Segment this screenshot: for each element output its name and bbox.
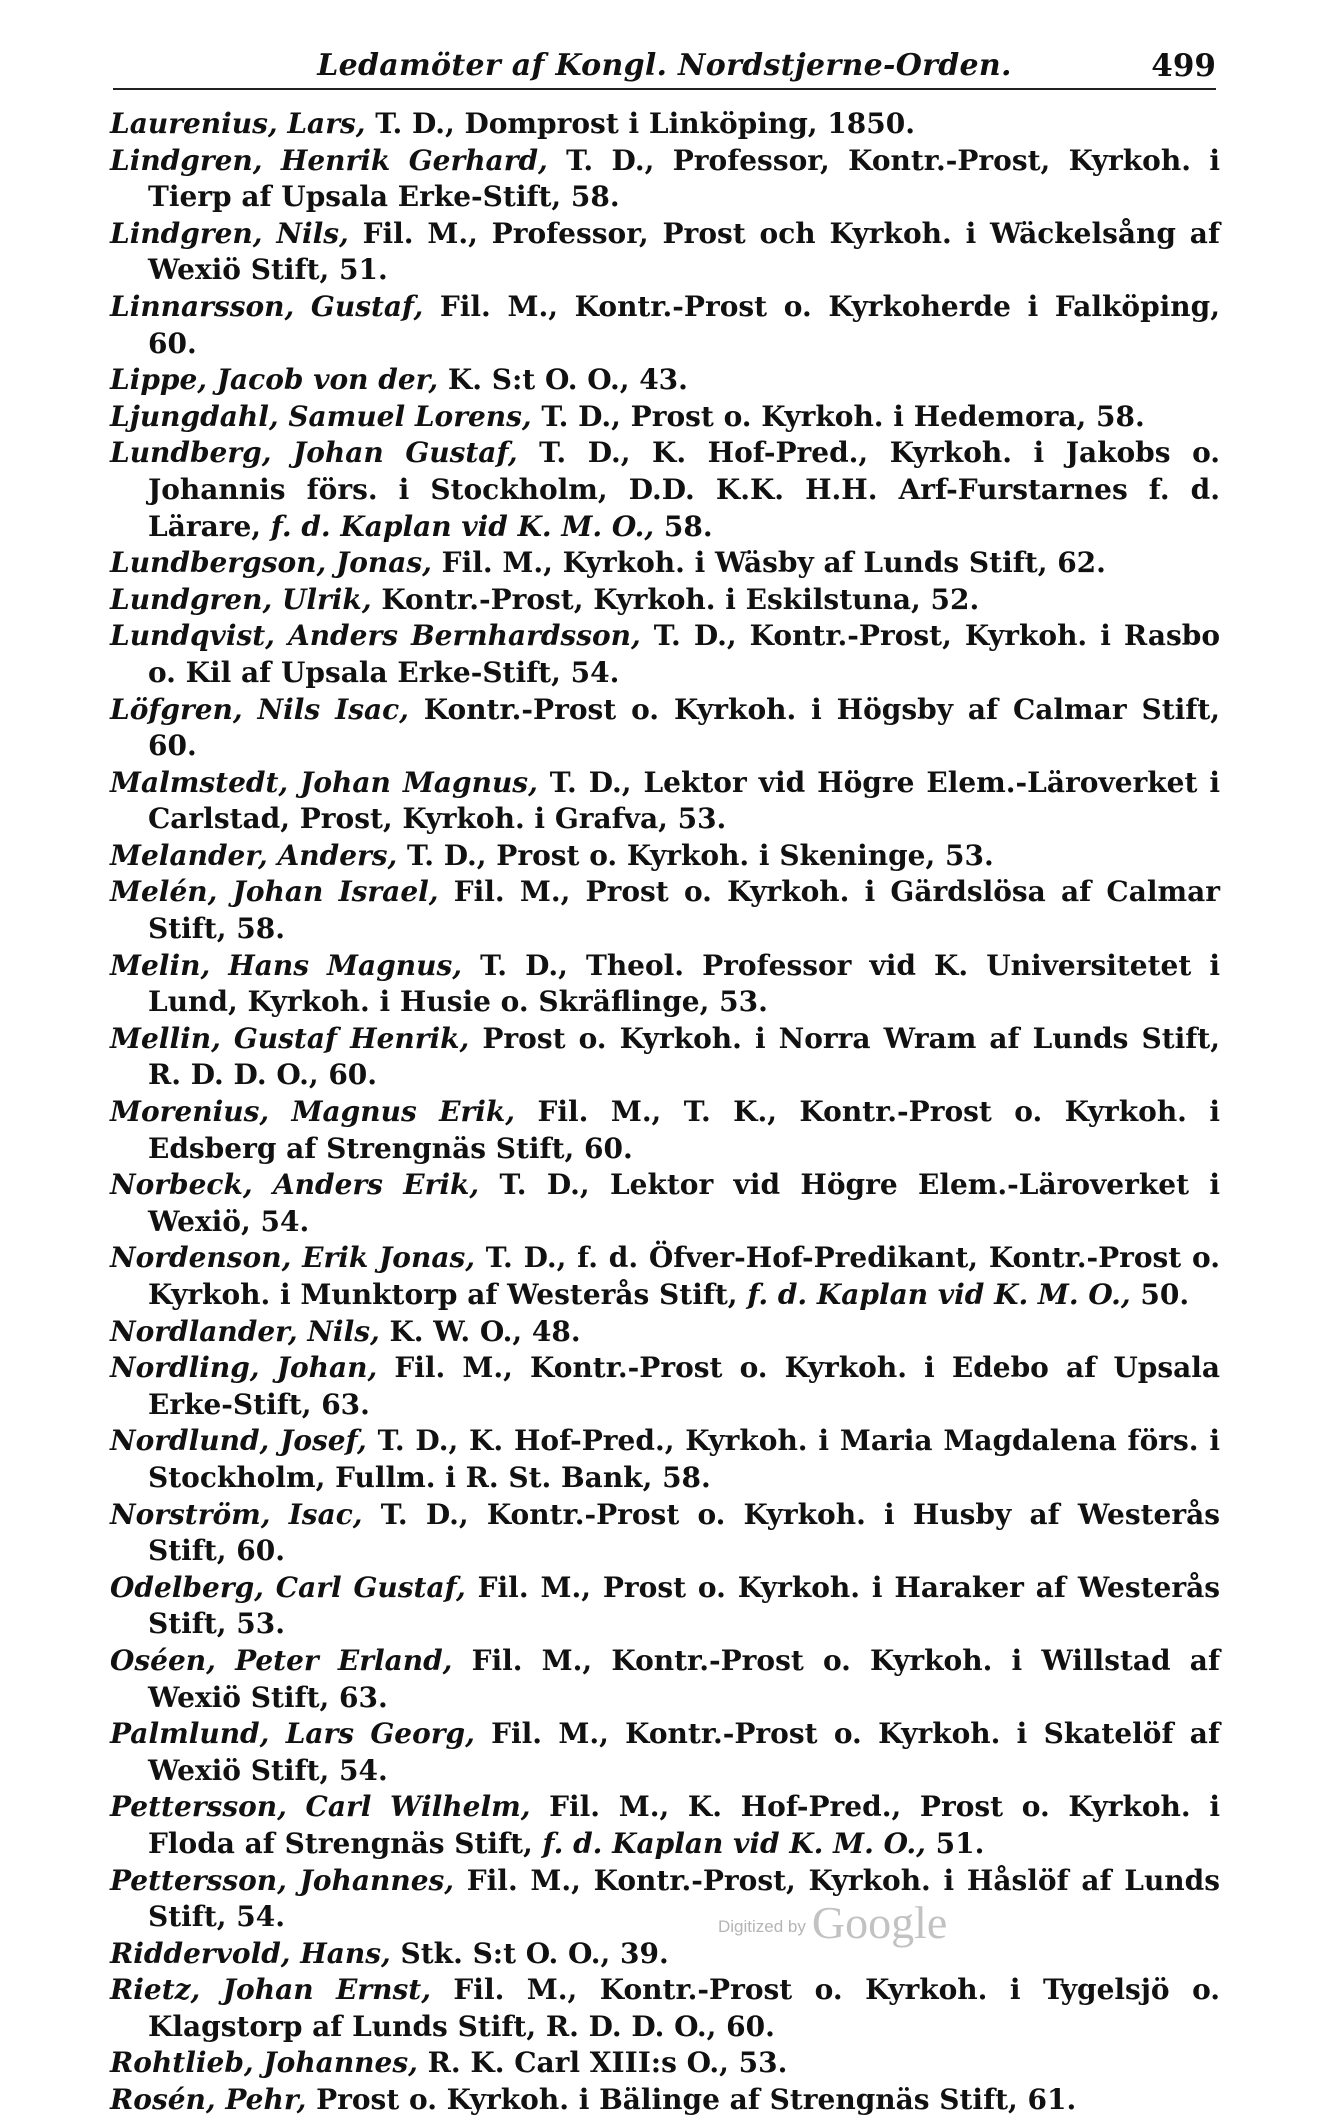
list-item: [110, 874, 1220, 947]
entry-name: Lundgren, Ulrik,: [110, 582, 372, 616]
list-item: [110, 765, 1220, 838]
entry-text: K. S:t O. O., 43.: [438, 363, 688, 397]
list-item: [110, 1936, 1220, 1973]
entries-list: [110, 106, 1220, 2119]
entry-text: Fil. M., Professor, Prost och Kyrkoh. i Wäckelsång af Wexiö Stift, 51.: [148, 216, 1220, 287]
entry-year: 50.: [1130, 1278, 1190, 1311]
entry-text: T. D., Prost o. Kyrkoh. i Hedemora, 58.: [531, 399, 1145, 433]
page-number: 499: [1151, 48, 1216, 84]
list-item: [110, 1716, 1220, 1789]
entry-text: T. D., Kontr.-Prost o. Kyrkoh. i Husby af Westerås Stift, 60.: [148, 1497, 1220, 1568]
list-item: [110, 1350, 1220, 1423]
entry-text: T. D., Lektor vid Högre Elem.-Läroverket i Wexiö, 54.: [148, 1168, 1220, 1238]
entry-text: Fil. M., Prost o. Kyrkoh. i Haraker af Westerås Stift, 53.: [148, 1570, 1220, 1641]
list-item: [110, 362, 1220, 399]
list-item: [110, 1863, 1220, 1936]
entry-text: R. K. Carl XIII:s O., 53.: [417, 2046, 788, 2080]
list-item: [110, 582, 1220, 619]
list-item: [110, 435, 1220, 545]
entry-name: Laurenius, Lars,: [110, 107, 366, 140]
list-item: [110, 1497, 1220, 1570]
list-item: [110, 106, 1220, 143]
list-item: [110, 1094, 1220, 1167]
entry-text: T. D., Professor, Kontr.-Prost, Kyrkoh. i Tierp af Upsala Erke-Stift, 58.: [148, 143, 1220, 214]
list-item: [110, 1240, 1220, 1313]
entry-text: Prost o. Kyrkoh. i Bälinge af Strengnäs Stift, 61.: [306, 2083, 1077, 2117]
digitized-watermark: [718, 1896, 947, 1949]
entry-name: Pettersson, Johannes,: [110, 1863, 455, 1897]
entry-text: Prost o. Kyrkoh. i Norra Wram af Lunds Stift, R. D. D. O., 60.: [148, 1021, 1220, 1092]
entry-name: Rietz, Johan Ernst,: [110, 1973, 431, 2007]
entry-text: Fil. M., K. Hof-Pred., Prost o. Kyrkoh. i Floda af Strengnäs Stift,: [148, 1790, 1220, 1860]
entry-name: Norström, Isac,: [110, 1497, 363, 1531]
entry-year: 58.: [654, 509, 713, 543]
entry-name: Löfgren, Nils Isac,: [110, 692, 409, 726]
entry-name: Rohtlieb, Johannes,: [110, 2046, 418, 2080]
list-item: [110, 2082, 1220, 2119]
list-item: [110, 545, 1220, 582]
entry-name: Nordenson, Erik Jonas,: [110, 1241, 475, 1275]
entry-name: Norbeck, Anders Erik,: [110, 1168, 480, 1202]
entry-text: T. D., f. d. Öfver-Hof-Predikant, Kontr.-Prost o. Kyrkoh. i Munktorp af Westerås Stift,: [148, 1241, 1220, 1311]
google-logo: Google: [811, 1897, 948, 1948]
entry-text: T. D., Lektor vid Högre Elem.-Läroverket i Carlstad, Prost, Kyrkoh. i Grafva, 53.: [148, 765, 1221, 836]
entry-name: Lundberg, Johan Gustaf,: [110, 436, 518, 470]
entry-name: Nordlund, Josef,: [110, 1424, 367, 1458]
list-item: [110, 1167, 1220, 1240]
entry-name: Odelberg, Carl Gustaf,: [110, 1570, 466, 1604]
list-item: [110, 692, 1220, 765]
list-item: [110, 618, 1220, 691]
entry-text: T. D., K. Hof-Pred., Kyrkoh. i Jakobs o. Johannis förs. i Stockholm, D.D. K.K. H.H. Arf-Furstarnes f. d. Lärare,: [148, 436, 1220, 543]
entry-text: T. D., Domprost i Linköping, 1850.: [365, 107, 915, 140]
list-item: [110, 399, 1220, 436]
entry-name: Lippe, Jacob von der,: [110, 363, 439, 397]
entry-name: Pettersson, Carl Wilhelm,: [110, 1790, 531, 1824]
entry-name: Nordling, Johan,: [110, 1351, 378, 1385]
list-item: [110, 216, 1220, 289]
list-item: [110, 1314, 1220, 1351]
entry-text: K. W. O., 48.: [379, 1314, 581, 1348]
entry-text: Kontr.-Prost o. Kyrkoh. i Högsby af Calmar Stift, 60.: [148, 692, 1220, 763]
entry-text: T. D., Kontr.-Prost, Kyrkoh. i Rasbo o. Kil af Upsala Erke-Stift, 54.: [148, 619, 1220, 689]
entry-text: T. D., Prost o. Kyrkoh. i Skeninge, 53.: [397, 838, 994, 872]
entry-text: Fil. M., Kontr.-Prost o. Kyrkoherde i Falköping, 60.: [148, 289, 1220, 360]
list-item: [110, 1423, 1220, 1496]
entry-name: Malmstedt, Johan Magnus,: [110, 765, 538, 799]
entry-text: Fil. M., Kontr.-Prost o. Kyrkoh. i Skatelöf af Wexiö Stift, 54.: [148, 1717, 1220, 1787]
entry-name: Linnarsson, Gustaf,: [110, 289, 424, 323]
entry-text: Stk. S:t O. O., 39.: [390, 1936, 669, 1970]
entry-name: Morenius, Magnus Erik,: [110, 1095, 516, 1129]
entry-name: Lundbergson, Jonas,: [110, 546, 432, 580]
entry-name: Melén, Johan Israel,: [110, 875, 439, 909]
page-header: [113, 38, 1216, 90]
entry-name: Rosén, Pehr,: [110, 2083, 307, 2117]
entry-name: Oséen, Peter Erland,: [110, 1643, 453, 1677]
entry-text: Fil. M., Prost o. Kyrkoh. i Gärdslösa af Calmar Stift, 58.: [148, 875, 1220, 946]
list-item: [110, 143, 1220, 216]
entry-text: Fil. M., Kyrkoh. i Wäsby af Lunds Stift, 62.: [431, 546, 1106, 580]
entry-name: Ljungdahl, Samuel Lorens,: [110, 399, 532, 433]
list-item: [110, 289, 1220, 362]
entry-text: Fil. M., T. K., Kontr.-Prost o. Kyrkoh. i Edsberg af Strengnäs Stift, 60.: [148, 1095, 1220, 1165]
digitized-by-label: Digitized by: [718, 1917, 806, 1936]
entry-text: Fil. M., Kontr.-Prost o. Kyrkoh. i Tygelsjö o. Klagstorp af Lunds Stift, R. D. D. O., 60.: [148, 1973, 1221, 2043]
entry-text: Fil. M., Kontr.-Prost, Kyrkoh. i Håslöf af Lunds Stift, 54.: [148, 1863, 1221, 1934]
entry-text: T. D., Theol. Professor vid K. Universitetet i Lund, Kyrkoh. i Husie o. Skräflinge, 53.: [148, 948, 1220, 1019]
entry-name: Lundqvist, Anders Bernhardsson,: [110, 619, 641, 653]
list-item: [110, 838, 1220, 875]
list-item: [110, 948, 1220, 1021]
list-item: [110, 1570, 1220, 1643]
list-item: [110, 1789, 1220, 1862]
entry-name: Nordlander, Nils,: [110, 1314, 380, 1348]
running-title: Ledamöter af Kongl. Nordstjerne-Orden.: [317, 48, 1012, 83]
entry-text: Fil. M., Kontr.-Prost o. Kyrkoh. i Edebo af Upsala Erke-Stift, 63.: [148, 1351, 1220, 1421]
entry-italic-tail: f. d. Kaplan vid K. M. O.,: [270, 509, 655, 543]
entry-italic-tail: f. d. Kaplan vid K. M. O.,: [747, 1278, 1131, 1311]
list-item: [110, 1021, 1220, 1094]
entry-name: Melander, Anders,: [110, 838, 398, 872]
entry-italic-tail: f. d. Kaplan vid K. M. O.,: [542, 1826, 926, 1860]
entry-text: Fil. M., Kontr.-Prost o. Kyrkoh. i Willstad af Wexiö Stift, 63.: [148, 1643, 1220, 1714]
list-item: [110, 1972, 1220, 2045]
entry-name: Lindgren, Henrik Gerhard,: [110, 143, 548, 177]
entry-text: Kontr.-Prost, Kyrkoh. i Eskilstuna, 52.: [371, 582, 980, 616]
entry-year: 51.: [925, 1826, 985, 1860]
entry-text: T. D., K. Hof-Pred., Kyrkoh. i Maria Magdalena förs. i Stockholm, Fullm. i R. St. Bank, 58.: [148, 1424, 1220, 1494]
entry-name: Lindgren, Nils,: [110, 216, 349, 250]
list-item: [110, 1643, 1220, 1716]
list-item: [110, 2045, 1220, 2082]
entry-name: Riddervold, Hans,: [110, 1936, 391, 1970]
entry-name: Palmlund, Lars Georg,: [110, 1717, 475, 1751]
entry-name: Melin, Hans Magnus,: [110, 948, 462, 982]
entry-name: Mellin, Gustaf Henrik,: [110, 1021, 470, 1055]
